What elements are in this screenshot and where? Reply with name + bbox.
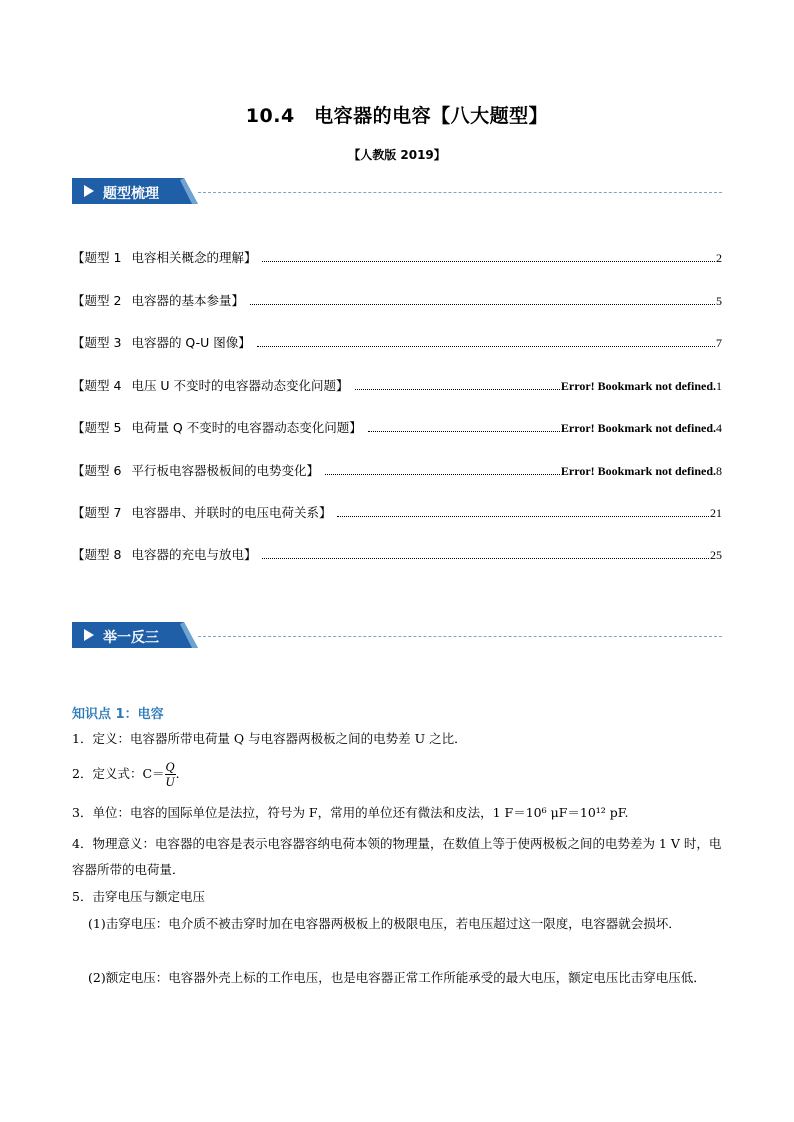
toc-title: 电荷量 Q 不变时的电容器动态变化问题】 <box>131 420 362 435</box>
toc-leader <box>368 430 560 432</box>
toc-page-number: 21 <box>710 506 722 520</box>
page-title: 10.4 电容器的电容【八大题型】 <box>245 105 549 127</box>
toc-page-number: 7 <box>716 336 722 350</box>
toc-title: 电容器串、并联时的电压电荷关系】 <box>131 505 332 520</box>
formula-prefix: 2．定义式：C＝ <box>72 766 165 781</box>
formula-suffix: . <box>175 766 180 781</box>
toc-leader <box>337 515 709 517</box>
toc-page-number: 5 <box>716 294 722 308</box>
toc-entry[interactable] <box>72 459 722 479</box>
section-label: 举一反三 <box>103 630 159 646</box>
toc-leader <box>250 303 715 305</box>
toc-entry[interactable] <box>72 246 722 266</box>
toc-title: 电容器的基本参量】 <box>131 293 244 308</box>
toc-entry[interactable] <box>72 331 722 351</box>
toc-entry[interactable] <box>72 289 722 309</box>
section-banner-toc <box>72 178 722 206</box>
section-label: 题型梳理 <box>103 186 159 202</box>
play-arrow-icon <box>82 628 96 642</box>
toc-page-number: 1 <box>716 379 722 393</box>
toc-title: 平行板电容器极板间的电势变化】 <box>131 463 319 478</box>
unit-paragraph: 3．单位：电容的国际单位是法拉，符号为 F，常用的单位还有微法和皮法，1 F＝10⁶ μF＝10¹² pF. <box>72 805 629 820</box>
fraction-numerator: Q <box>165 760 175 774</box>
toc-leader <box>257 345 715 347</box>
page-subtitle: 【人教版 2019】 <box>348 148 446 162</box>
toc-prefix: 【题型 7 <box>72 505 122 520</box>
rated-voltage-paragraph: (2)额定电压：电容器外壳上标的工作电压，也是电容器正常工作所能承受的最大电压，额定电压比击穿电压低． <box>88 970 706 985</box>
toc-leader <box>262 557 709 559</box>
breakdown-voltage-paragraph: (1)击穿电压：电介质不被击穿时加在电容器两极板上的极限电压，若电压超过这一限度，电容器就会损坏． <box>88 916 681 931</box>
toc-leader <box>325 473 560 475</box>
toc-prefix: 【题型 1 <box>72 250 122 265</box>
toc-prefix: 【题型 4 <box>72 378 122 393</box>
toc-prefix: 【题型 5 <box>72 420 122 435</box>
knowledge-point-heading: 知识点 1：电容 <box>72 707 164 722</box>
formula-paragraph <box>72 760 724 789</box>
toc-title: 电容器的 Q-U 图像】 <box>131 335 251 350</box>
meaning-paragraph: 4．物理意义：电容器的电容是表示电容器容纳电荷本领的物理量，在数值上等于使两极板之间的电势差为 1 V 时，电容器所带的电荷量． <box>72 836 722 877</box>
toc-error-text: Error! Bookmark not defined. <box>560 379 716 393</box>
toc-prefix: 【题型 6 <box>72 463 122 478</box>
toc-prefix: 【题型 3 <box>72 335 122 350</box>
definition-paragraph: 1．定义：电容器所带电荷量 Q 与电容器两极板之间的电势差 U 之比． <box>72 731 467 746</box>
toc-leader <box>355 388 560 390</box>
toc-title: 电容器的充电与放电】 <box>131 547 257 562</box>
toc-entry[interactable] <box>72 374 722 394</box>
section-banner-examples <box>72 622 722 650</box>
toc-page-number: 2 <box>716 251 722 265</box>
toc-title: 电容相关概念的理解】 <box>131 250 257 265</box>
voltage-heading: 5．击穿电压与额定电压 <box>72 889 205 904</box>
fraction <box>165 760 176 789</box>
toc-prefix: 【题型 8 <box>72 547 122 562</box>
toc-error-text: Error! Bookmark not defined. <box>560 464 716 478</box>
toc-title: 电压 U 不变时的电容器动态变化问题】 <box>131 378 349 393</box>
dashed-divider <box>198 192 722 193</box>
play-arrow-icon <box>82 184 96 198</box>
fraction-denominator: U <box>165 775 175 789</box>
toc-entry[interactable] <box>72 543 722 563</box>
toc-page-number: 25 <box>710 548 722 562</box>
dashed-divider <box>198 636 722 637</box>
toc-page-number: 8 <box>716 464 722 478</box>
toc-page-number: 4 <box>716 421 722 435</box>
toc-leader <box>262 260 715 262</box>
toc-entry[interactable] <box>72 501 722 521</box>
toc-entry[interactable] <box>72 416 722 436</box>
toc-error-text: Error! Bookmark not defined. <box>560 421 716 435</box>
toc-prefix: 【题型 2 <box>72 293 122 308</box>
